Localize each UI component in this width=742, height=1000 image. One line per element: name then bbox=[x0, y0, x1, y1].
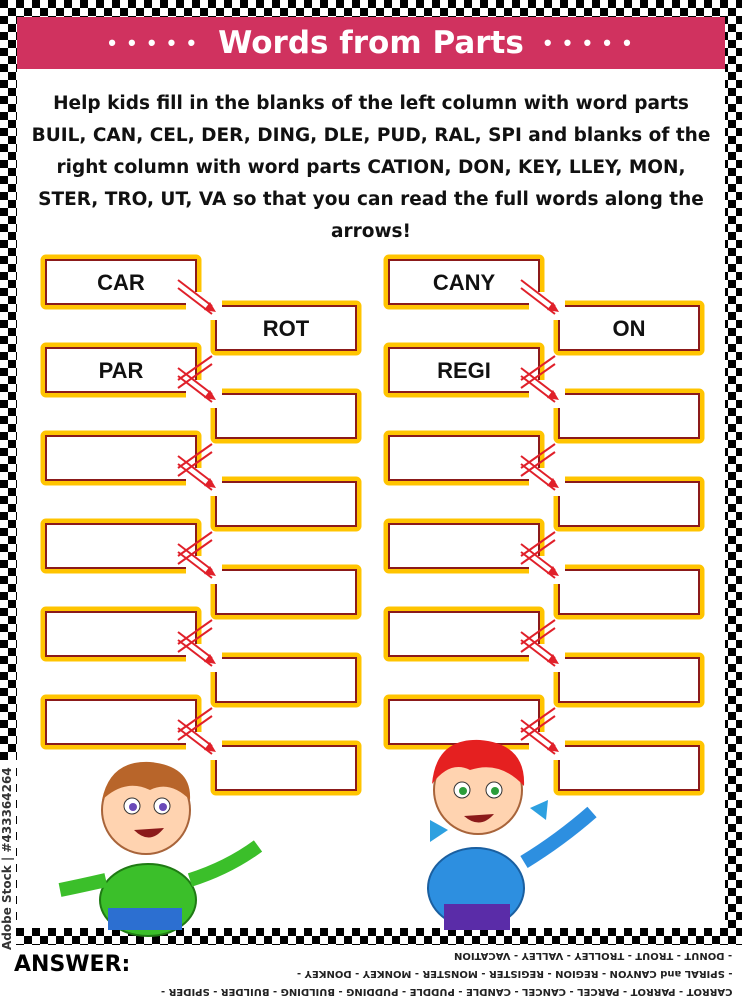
girl-bow-right bbox=[530, 800, 548, 820]
right-column-connector bbox=[529, 732, 565, 760]
right-column-left-box bbox=[389, 612, 539, 656]
right-column-left-word: CANY bbox=[432, 270, 496, 295]
left-column-connector bbox=[186, 468, 222, 496]
left-column-left-box bbox=[46, 700, 196, 744]
left-column-right-box bbox=[216, 482, 356, 526]
title-dots-left: • • • • • bbox=[108, 30, 199, 55]
left-column-connector bbox=[186, 644, 222, 672]
boy-arm-left bbox=[60, 880, 106, 890]
right-column-right-box bbox=[559, 658, 699, 702]
girl-arm-right bbox=[524, 812, 592, 862]
left-column-left-box bbox=[46, 612, 196, 656]
left-column-right-box bbox=[216, 570, 356, 614]
left-column-left-word: CAR bbox=[97, 270, 145, 295]
girl-pupil-left bbox=[459, 787, 467, 795]
title-dots-right: • • • • • bbox=[543, 30, 634, 55]
left-column-left-box bbox=[46, 436, 196, 480]
right-column-connector bbox=[529, 644, 565, 672]
boy-pants bbox=[108, 908, 182, 930]
left-column-connector bbox=[186, 556, 222, 584]
left-column-left-box bbox=[46, 524, 196, 568]
girl-pants bbox=[444, 904, 510, 930]
right-column-left-box bbox=[389, 436, 539, 480]
girl-pupil-right bbox=[491, 787, 499, 795]
boy-pupil-left bbox=[129, 803, 137, 811]
right-column-right-box bbox=[559, 482, 699, 526]
right-column-connector bbox=[529, 556, 565, 584]
left-column-connector bbox=[186, 380, 222, 408]
right-column-connector bbox=[529, 380, 565, 408]
right-column-connector bbox=[529, 292, 565, 320]
answer-line-3: - DONUT - TROUT - TROLLEY - VALLEY - VACATION bbox=[453, 950, 732, 961]
page-title: Words from Parts bbox=[218, 25, 524, 61]
right-column-left-box bbox=[389, 700, 539, 744]
right-column-right-box bbox=[559, 394, 699, 438]
left-column-connector bbox=[186, 292, 222, 320]
answer-line-1: CARROT - PARROT - PARCEL - CANCEL - CANDLE - PUDDLE - PUDDING - BUILDING - BUILDER - SPIDER - bbox=[160, 986, 732, 997]
left-column-right-word: ROT bbox=[262, 316, 310, 341]
left-column-right-box bbox=[216, 658, 356, 702]
answer-label: ANSWER: bbox=[14, 952, 131, 977]
right-column-right-word: ON bbox=[612, 316, 646, 341]
right-column-left-word: REGI bbox=[437, 358, 491, 383]
right-column-right-box bbox=[559, 570, 699, 614]
boy-arm-right bbox=[190, 846, 258, 880]
stock-watermark: Adobe Stock | #433364264 bbox=[0, 760, 16, 950]
left-column-right-box bbox=[216, 746, 356, 790]
answer-line-2: - SPIRAL and CANYON - REGION - REGISTER - MONSTER - MONKEY - DONKEY - bbox=[296, 968, 732, 979]
right-column-right-box bbox=[559, 746, 699, 790]
right-column-left-box bbox=[389, 524, 539, 568]
left-column-right-box bbox=[216, 394, 356, 438]
left-column-left-word: PAR bbox=[98, 358, 144, 383]
boy-pupil-right bbox=[159, 803, 167, 811]
instructions-text: Help kids fill in the blanks of the left column with word parts BUIL, CAN, CEL, DER, DING, DLE, PUD, RAL, SPI and blanks of the right column with word parts CATION, DON, KEY, LLEY, MON, STER, TRO, UT, VA so that you can read the full words along the arrows! bbox=[31, 93, 711, 242]
right-column-connector bbox=[529, 468, 565, 496]
left-column-connector bbox=[186, 732, 222, 760]
girl-bow-left bbox=[430, 820, 448, 842]
